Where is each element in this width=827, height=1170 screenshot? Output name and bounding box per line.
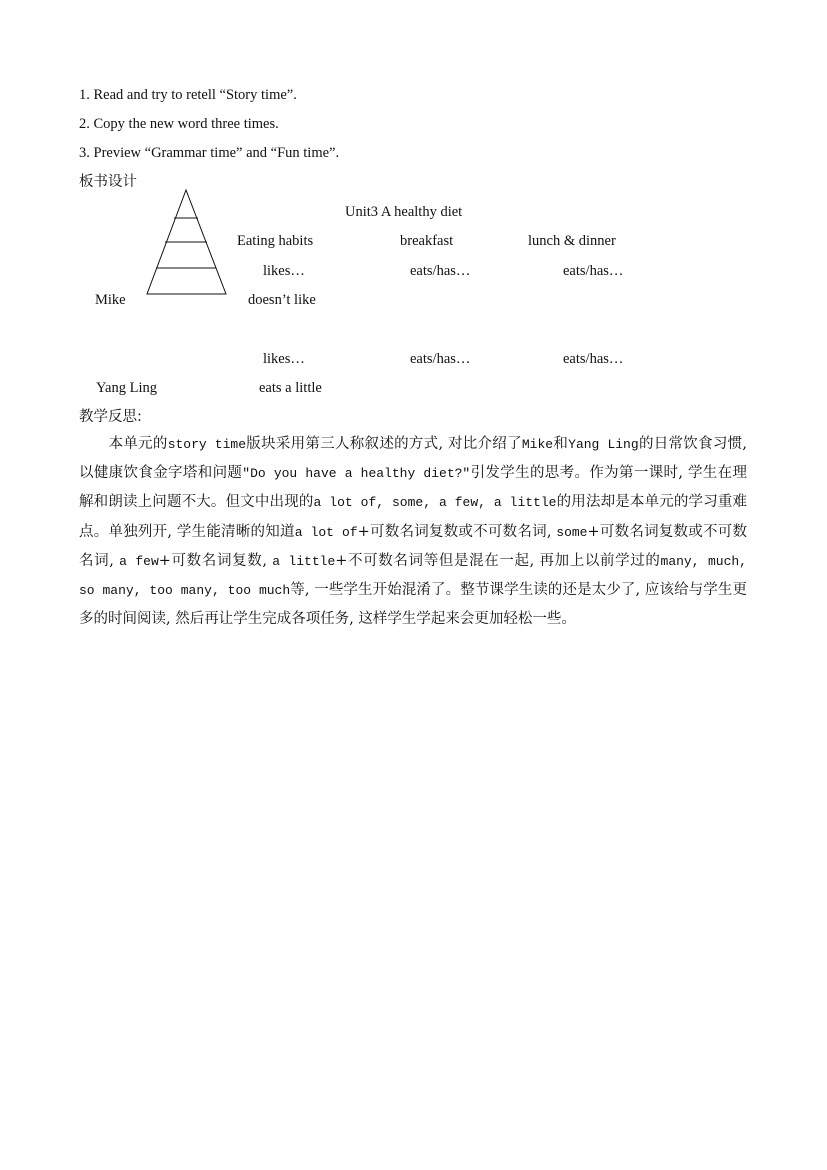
- yangling-name: Yang Ling: [96, 380, 157, 396]
- food-pyramid-diagram: [140, 186, 232, 298]
- reflection-text: 的用法却是本单元的学习重难点。单独列开, 学生能清晰的知道: [79, 494, 748, 540]
- reflection-term: Yang Ling: [568, 437, 639, 452]
- mike-doesnt-like: doesn’t like: [248, 292, 316, 308]
- reflection-heading: 教学反思:: [79, 409, 142, 425]
- reflection-text: 本单元的: [79, 436, 168, 452]
- reflection-term: a lot of: [294, 524, 358, 540]
- mike-lunch-dinner: eats/has…: [563, 263, 624, 279]
- reflection-text: 和: [553, 436, 569, 452]
- board-title: Unit3 A healthy diet: [345, 204, 463, 220]
- reflection-text: 引发学生的思考。作为第一课时, 学生在理解和朗读上问题不大。但文中出现的: [79, 465, 747, 511]
- mike-breakfast: eats/has…: [410, 263, 471, 279]
- header-breakfast: breakfast: [400, 233, 454, 249]
- reflection-term: a lot of, some, a few, a little: [313, 495, 557, 511]
- reflection-text: +可数名词复数,: [158, 552, 273, 569]
- reflection-text: 的日常饮食习惯, 以健康饮食金字塔和问题: [79, 436, 748, 482]
- homework-item-3: 3. Preview “Grammar time” and “Fun time”.: [79, 145, 340, 161]
- reflection-text: 版块采用第三人称叙述的方式, 对比介绍了: [246, 436, 522, 452]
- reflection-term: Mike: [521, 437, 554, 452]
- reflection-text: +不可数名词等但是混在一起, 再加上以前学过的: [335, 552, 661, 569]
- reflection-paragraph: [79, 430, 747, 634]
- reflection-text: 等, 一些学生开始混淆了。整节课学生读的还是太少了, 应该给与学生更多的时间阅读, 然后再让学生完成各项任务, 这样学生学起来会更加轻松一些。: [79, 582, 747, 628]
- header-eating-habits: Eating habits: [237, 233, 314, 249]
- board-heading: 板书设计: [79, 174, 137, 190]
- reflection-term: a few: [119, 553, 159, 569]
- reflection-term: some: [556, 524, 588, 540]
- header-lunch-dinner: lunch & dinner: [528, 233, 616, 249]
- homework-item-2: 2. Copy the new word three times.: [79, 116, 279, 132]
- mike-name: Mike: [95, 292, 126, 308]
- yangling-breakfast: eats/has…: [410, 351, 471, 367]
- reflection-term: "Do you have a healthy diet?": [242, 466, 471, 482]
- mike-likes: likes…: [263, 263, 305, 279]
- reflection-text: +可数名词复数或不可数名词,: [79, 523, 747, 569]
- homework-item-1: 1. Read and try to retell “Story time”.: [79, 87, 297, 103]
- yangling-likes: likes…: [263, 351, 305, 367]
- reflection-text: +可数名词复数或不可数名词,: [357, 523, 557, 540]
- yangling-eats-a-little: eats a little: [259, 380, 322, 396]
- reflection-term: a little: [272, 553, 336, 569]
- yangling-lunch-dinner: eats/has…: [563, 351, 624, 367]
- reflection-term: many, much, so many, too many, too much: [79, 553, 747, 599]
- reflection-term: story time: [167, 437, 246, 452]
